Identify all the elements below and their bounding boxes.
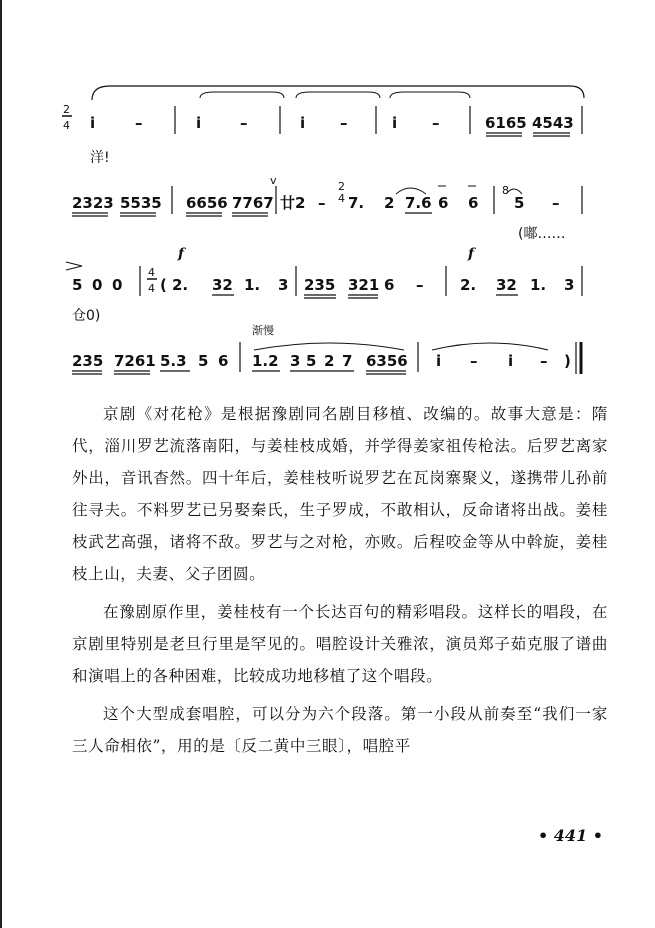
note: – [470,352,478,370]
note: 5.3 [160,352,187,370]
note: – [416,276,424,294]
note: 7.6 [405,194,432,212]
note: i [392,114,398,132]
note: 5 [306,352,317,370]
note: 1.2 [252,352,279,370]
score-row-4 [72,323,581,374]
slur-line [92,86,584,100]
svg-text:(: ( [160,276,167,294]
note: 235 [72,352,104,370]
note: 5535 [120,194,162,212]
note: – [318,194,326,212]
score-svg [0,0,655,390]
note: – [240,114,248,132]
note: 32 [212,276,233,294]
note: 5 [198,352,209,370]
jianpu-score [0,0,655,390]
note: – [340,114,348,132]
note: 7 [342,352,353,370]
note: 3 [564,276,575,294]
note: 2 [324,352,335,370]
note: 5 [514,194,525,212]
paragraph-3: 这个大型成套唱腔，可以分为六个段落。第一小段从前奏至“我们一家三人命相依”，用的是〔反二黄中三眼〕，唱腔平 [72,705,608,755]
note: 7261 [114,352,156,370]
note: i [436,352,442,370]
note: 7767 [232,194,274,212]
note: 6356 [366,352,408,370]
note: 2323 [72,194,114,212]
note: 6 [384,276,395,294]
time-signature-denominator: 4 [63,119,70,132]
svg-text:2: 2 [338,180,345,193]
note: 321 [348,276,380,294]
note: i [196,114,202,132]
note: 6 [218,352,229,370]
svg-text:v: v [270,174,277,187]
tie-line [296,92,380,98]
note: 0 [92,276,103,294]
note: 0 [112,276,123,294]
note: 4543 [532,114,574,132]
lyric: 洋! [90,150,110,166]
note: 2. [172,276,189,294]
score-row-1 [62,86,584,166]
dynamic-forte: f [468,246,475,262]
note: i [300,114,306,132]
time-signature-numerator: 2 [63,103,70,116]
note: – [135,114,143,132]
paragraph-2: 在豫剧原作里，姜桂枝有一个长达百句的精彩唱段。这样长的唱段，在京剧里特别是老旦行里是罕见的。唱腔设计关雅浓，演员郑子茹克服了谱曲和演唱上的各种困难，比较成功地移植了这个唱段。 [72,603,608,685]
note: 2 [384,194,395,212]
note: i [508,352,514,370]
article-body [72,398,608,768]
score-row-3 [66,246,582,324]
note: – [540,352,548,370]
page-number: • 441 • [538,826,603,845]
note: 6165 [485,114,527,132]
note: 6 [438,194,449,212]
note: 6 [468,194,479,212]
score-row-2 [72,174,582,242]
tie-line [200,92,284,98]
note: 2. [460,276,477,294]
lyric: (嘟…… [518,226,566,242]
time-signature-numerator: 4 [148,266,155,279]
tempo-marking: 渐慢 [252,324,274,337]
tie-line [390,92,470,98]
note: 1. [244,276,261,294]
note: – [432,114,440,132]
note: 6656 [186,194,228,212]
note: 3 [290,352,301,370]
lyric: 仓0) [72,308,101,324]
svg-text:4: 4 [338,192,345,205]
note: ) [564,352,571,370]
note: 5 [72,276,83,294]
paragraph-1: 京剧《对花枪》是根据豫剧同名剧目移植、改编的。故事大意是：隋代，淄川罗艺流落南阳，与姜桂枝成婚，并学得姜家祖传枪法。后罗艺离家外出，音讯杳然。四十年后，姜桂枝听说罗艺在瓦岗寨聚义，遂携带儿孙前往寻夫。不料罗艺已另娶秦氏，生子罗成，不敢相认，反命诸将出战。姜桂枝武艺高强，诸将不敌。罗艺与之对枪，亦败。后程咬金等从中斡旋，姜桂枝上山，夫妻、父子团圆。 [72,405,608,583]
note: 235 [304,276,336,294]
note: 廿2 [280,194,306,212]
dynamic-forte: f [178,246,185,262]
note: i [90,114,96,132]
note: 32 [496,276,517,294]
note: 7. [348,194,365,212]
note: 1. [530,276,547,294]
time-signature-denominator: 4 [148,282,155,295]
note: – [552,194,560,212]
note: 3 [278,276,289,294]
svg-text:8: 8 [502,184,509,197]
